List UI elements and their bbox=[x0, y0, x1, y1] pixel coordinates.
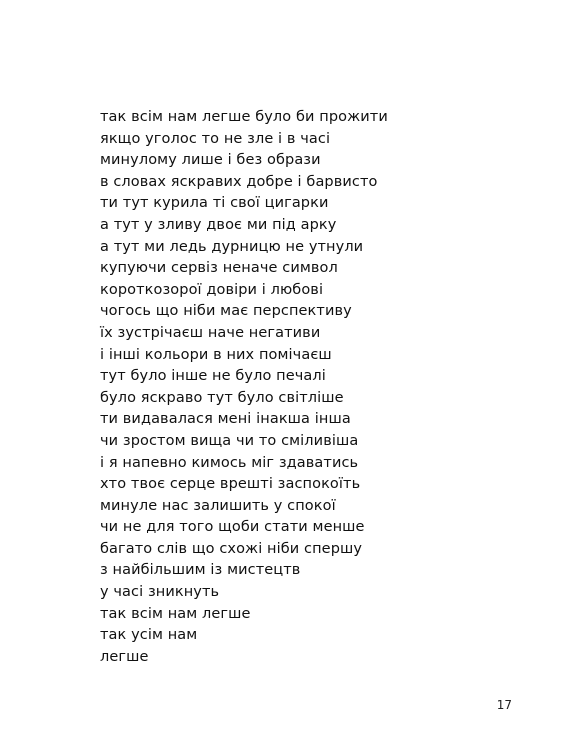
poem-line: так всім нам легше bbox=[100, 605, 251, 622]
poem-line: минуле нас залишить у спокої bbox=[100, 497, 336, 514]
poem-text bbox=[100, 107, 388, 668]
poem-line: так всім нам легше було би прожити bbox=[100, 109, 388, 125]
poem-line: багато слів що схожі ніби спершу bbox=[100, 540, 363, 557]
poem-line: чи не для того щоби стати менше bbox=[100, 519, 365, 536]
poem-line: ти видавалася мені інакша інша bbox=[100, 411, 351, 428]
poem-line: легше bbox=[100, 648, 149, 665]
poem-line: було яскраво тут було світліше bbox=[100, 389, 344, 406]
poem-line: чогось що ніби має перспективу bbox=[100, 303, 352, 320]
page-number: 17 bbox=[496, 698, 512, 712]
poem-line: чи зростом вища чи то сміливіша bbox=[100, 432, 359, 449]
poem-line: і інші кольори в них помічаєш bbox=[100, 346, 332, 363]
poem-line: короткозорої довіри і любові bbox=[100, 281, 324, 298]
poem-line: у часі зникнуть bbox=[100, 584, 220, 601]
poem-line: минулому лише і без образи bbox=[100, 152, 321, 169]
poem-line: а тут у зливу двоє ми під арку bbox=[100, 216, 337, 233]
poem-line: так усім нам bbox=[100, 627, 198, 644]
poem-line: в словах яскравих добре і барвисто bbox=[100, 173, 378, 190]
poem-line: тут було інше не було печалі bbox=[100, 368, 326, 385]
poem-line: хто твоє серце врешті заспокоїть bbox=[100, 476, 361, 493]
poem-line: їх зустрічаєш наче негативи bbox=[100, 324, 321, 341]
poem-line: і я напевно кимось міг здаватись bbox=[100, 454, 359, 471]
poem-line: з найбільшим із мистецтв bbox=[100, 562, 301, 579]
poem-line: ти тут курила ті свої цигарки bbox=[100, 195, 329, 212]
poem-line: купуючи сервіз неначе символ bbox=[100, 260, 338, 277]
poem-line: якщо уголос то не зле і в часі bbox=[100, 130, 331, 147]
poem-line: а тут ми ледь дурницю не утнули bbox=[100, 238, 364, 255]
